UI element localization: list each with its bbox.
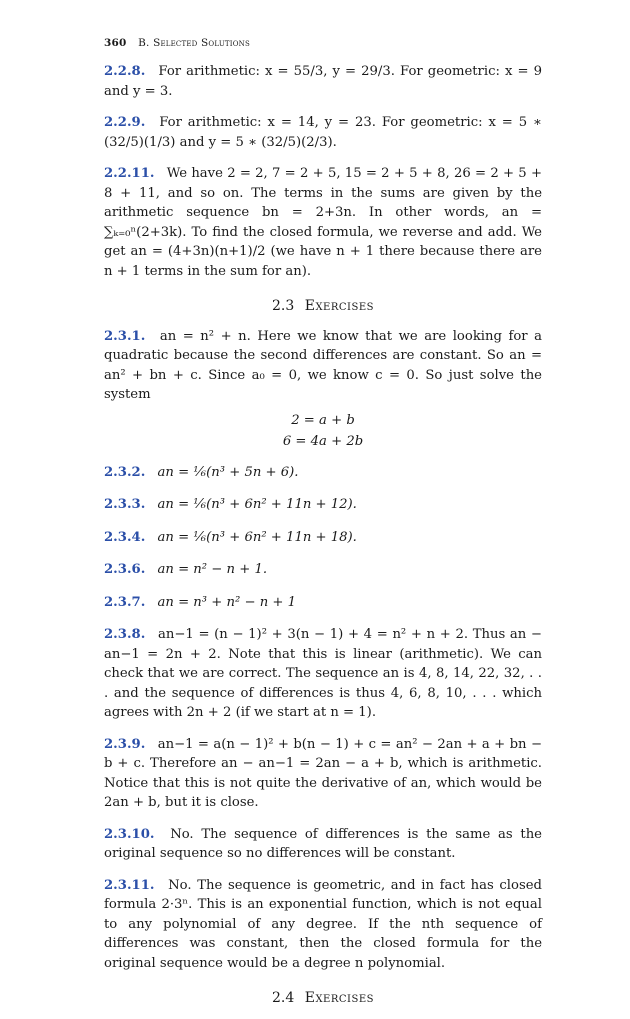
equation-1: 2 = a + b — [291, 412, 355, 428]
section-heading-2-4 — [104, 989, 542, 1009]
exercise-label: 2.2.9. — [104, 115, 146, 130]
section-heading-2-3 — [104, 297, 542, 317]
page-number: 360 — [104, 37, 127, 49]
exercise-label: 2.3.8. — [104, 627, 146, 642]
running-head — [104, 34, 250, 54]
solution-text: an = n² + n. Here we know that we are looking for a quadratic because the second differences are constant. So an = an² + bn + c. Since a₀ = 0, we know c = 0. So just solve the system — [104, 328, 542, 402]
exercise-label: 2.3.4. — [104, 529, 146, 545]
solution-text: an−1 = (n − 1)² + 3(n − 1) + 4 = n² + n + 2. Thus an − an−1 = 2n + 2. Note that this is linear (arithmetic). We can check that we are correct. The sequence an is 4, 8, 14, 22, 32, . . . and the sequence of differences is thus 4, 6, 8, 10, . . . which agrees with 2n + 2 (if we start at n = 1). — [104, 627, 542, 720]
solution-2-3-4 — [104, 528, 542, 548]
solution-2-3-3 — [104, 495, 542, 515]
solution-text: an = n³ + n² − n + 1 — [157, 594, 297, 610]
solution-2-2-11 — [104, 164, 542, 281]
solution-2-3-9 — [104, 735, 542, 813]
exercise-label: 2.3.7. — [104, 594, 146, 610]
solution-2-2-9 — [104, 113, 542, 152]
solution-2-3-1 — [104, 327, 542, 405]
exercise-label: 2.2.8. — [104, 64, 146, 79]
section-title: Exercises — [304, 298, 374, 314]
solution-2-2-8 — [104, 62, 542, 101]
solution-2-3-7 — [104, 593, 542, 613]
exercise-label: 2.2.11. — [104, 166, 155, 181]
exercise-label: 2.3.9. — [104, 736, 146, 752]
exercise-label: 2.3.6. — [104, 562, 146, 577]
solution-text: an−1 = a(n − 1)² + b(n − 1) + c = an² − 2an + a + bn − b + c. Therefore an − an−1 = 2an − a + b, which is arithmetic. Notice that this is not quite the derivative of an, which would be 2an + b, but it is close. — [104, 736, 542, 810]
section-number: 2.3 — [272, 298, 295, 314]
solution-text: an = ⅙(n³ + 6n² + 11n + 12). — [157, 497, 357, 512]
chapter-title: B. Selected Solutions — [138, 37, 251, 49]
solution-text: No. The sequence is geometric, and in fact has closed formula 2·3ⁿ. This is an exponential function, which is not equal to any polynomial of any degree. If the nth sequence of differences was constant, then the closed formula for the original sequence would be a degree n polynomial. — [104, 877, 542, 971]
solution-text: For arithmetic: x = 55/3, y = 29/3. For geometric: x = 9 and y = 3. — [104, 64, 542, 99]
page-content — [104, 62, 542, 1019]
equation-2: 6 = 4a + 2b — [282, 433, 364, 449]
equation-system — [104, 411, 542, 453]
solution-text: For arithmetic: x = 14, y = 23. For geometric: x = 5 ∗ (32/5)(1/3) and y = 5 ∗ (32/5)(2/3). — [104, 115, 542, 150]
solution-2-3-10 — [104, 825, 542, 864]
exercise-label: 2.3.10. — [104, 826, 155, 842]
solution-text: an = n² − n + 1. — [157, 562, 268, 577]
solution-text: an = ⅙(n³ + 5n + 6). — [157, 464, 299, 480]
solution-2-3-2 — [104, 463, 542, 483]
section-title: Exercises — [304, 990, 374, 1006]
solution-text: We have 2 = 2, 7 = 2 + 5, 15 = 2 + 5 + 8, 26 = 2 + 5 + 8 + 11, and so on. The terms in the sums are given by the arithmetic sequence bn = 2+3n. In other words, an = ∑ₖ₌₀ⁿ(2+3k). To find the closed formula, we reverse and add. We get an = (4+3n)(n+1)/2 (we have n + 1 there because there are n + 1 terms in the sum for an). — [104, 166, 542, 279]
solution-2-3-6 — [104, 560, 542, 580]
solution-text: No. The sequence of differences is the same as the original sequence so no differences will be constant. — [104, 826, 542, 861]
exercise-label: 2.3.3. — [104, 497, 146, 512]
solution-text: an = ⅙(n³ + 6n² + 11n + 18). — [157, 529, 357, 545]
exercise-label: 2.3.11. — [104, 877, 155, 893]
section-number: 2.4 — [272, 990, 295, 1006]
exercise-label: 2.3.2. — [104, 464, 146, 480]
solution-2-3-8 — [104, 625, 542, 723]
solution-2-3-11 — [104, 876, 542, 974]
exercise-label: 2.3.1. — [104, 328, 146, 344]
